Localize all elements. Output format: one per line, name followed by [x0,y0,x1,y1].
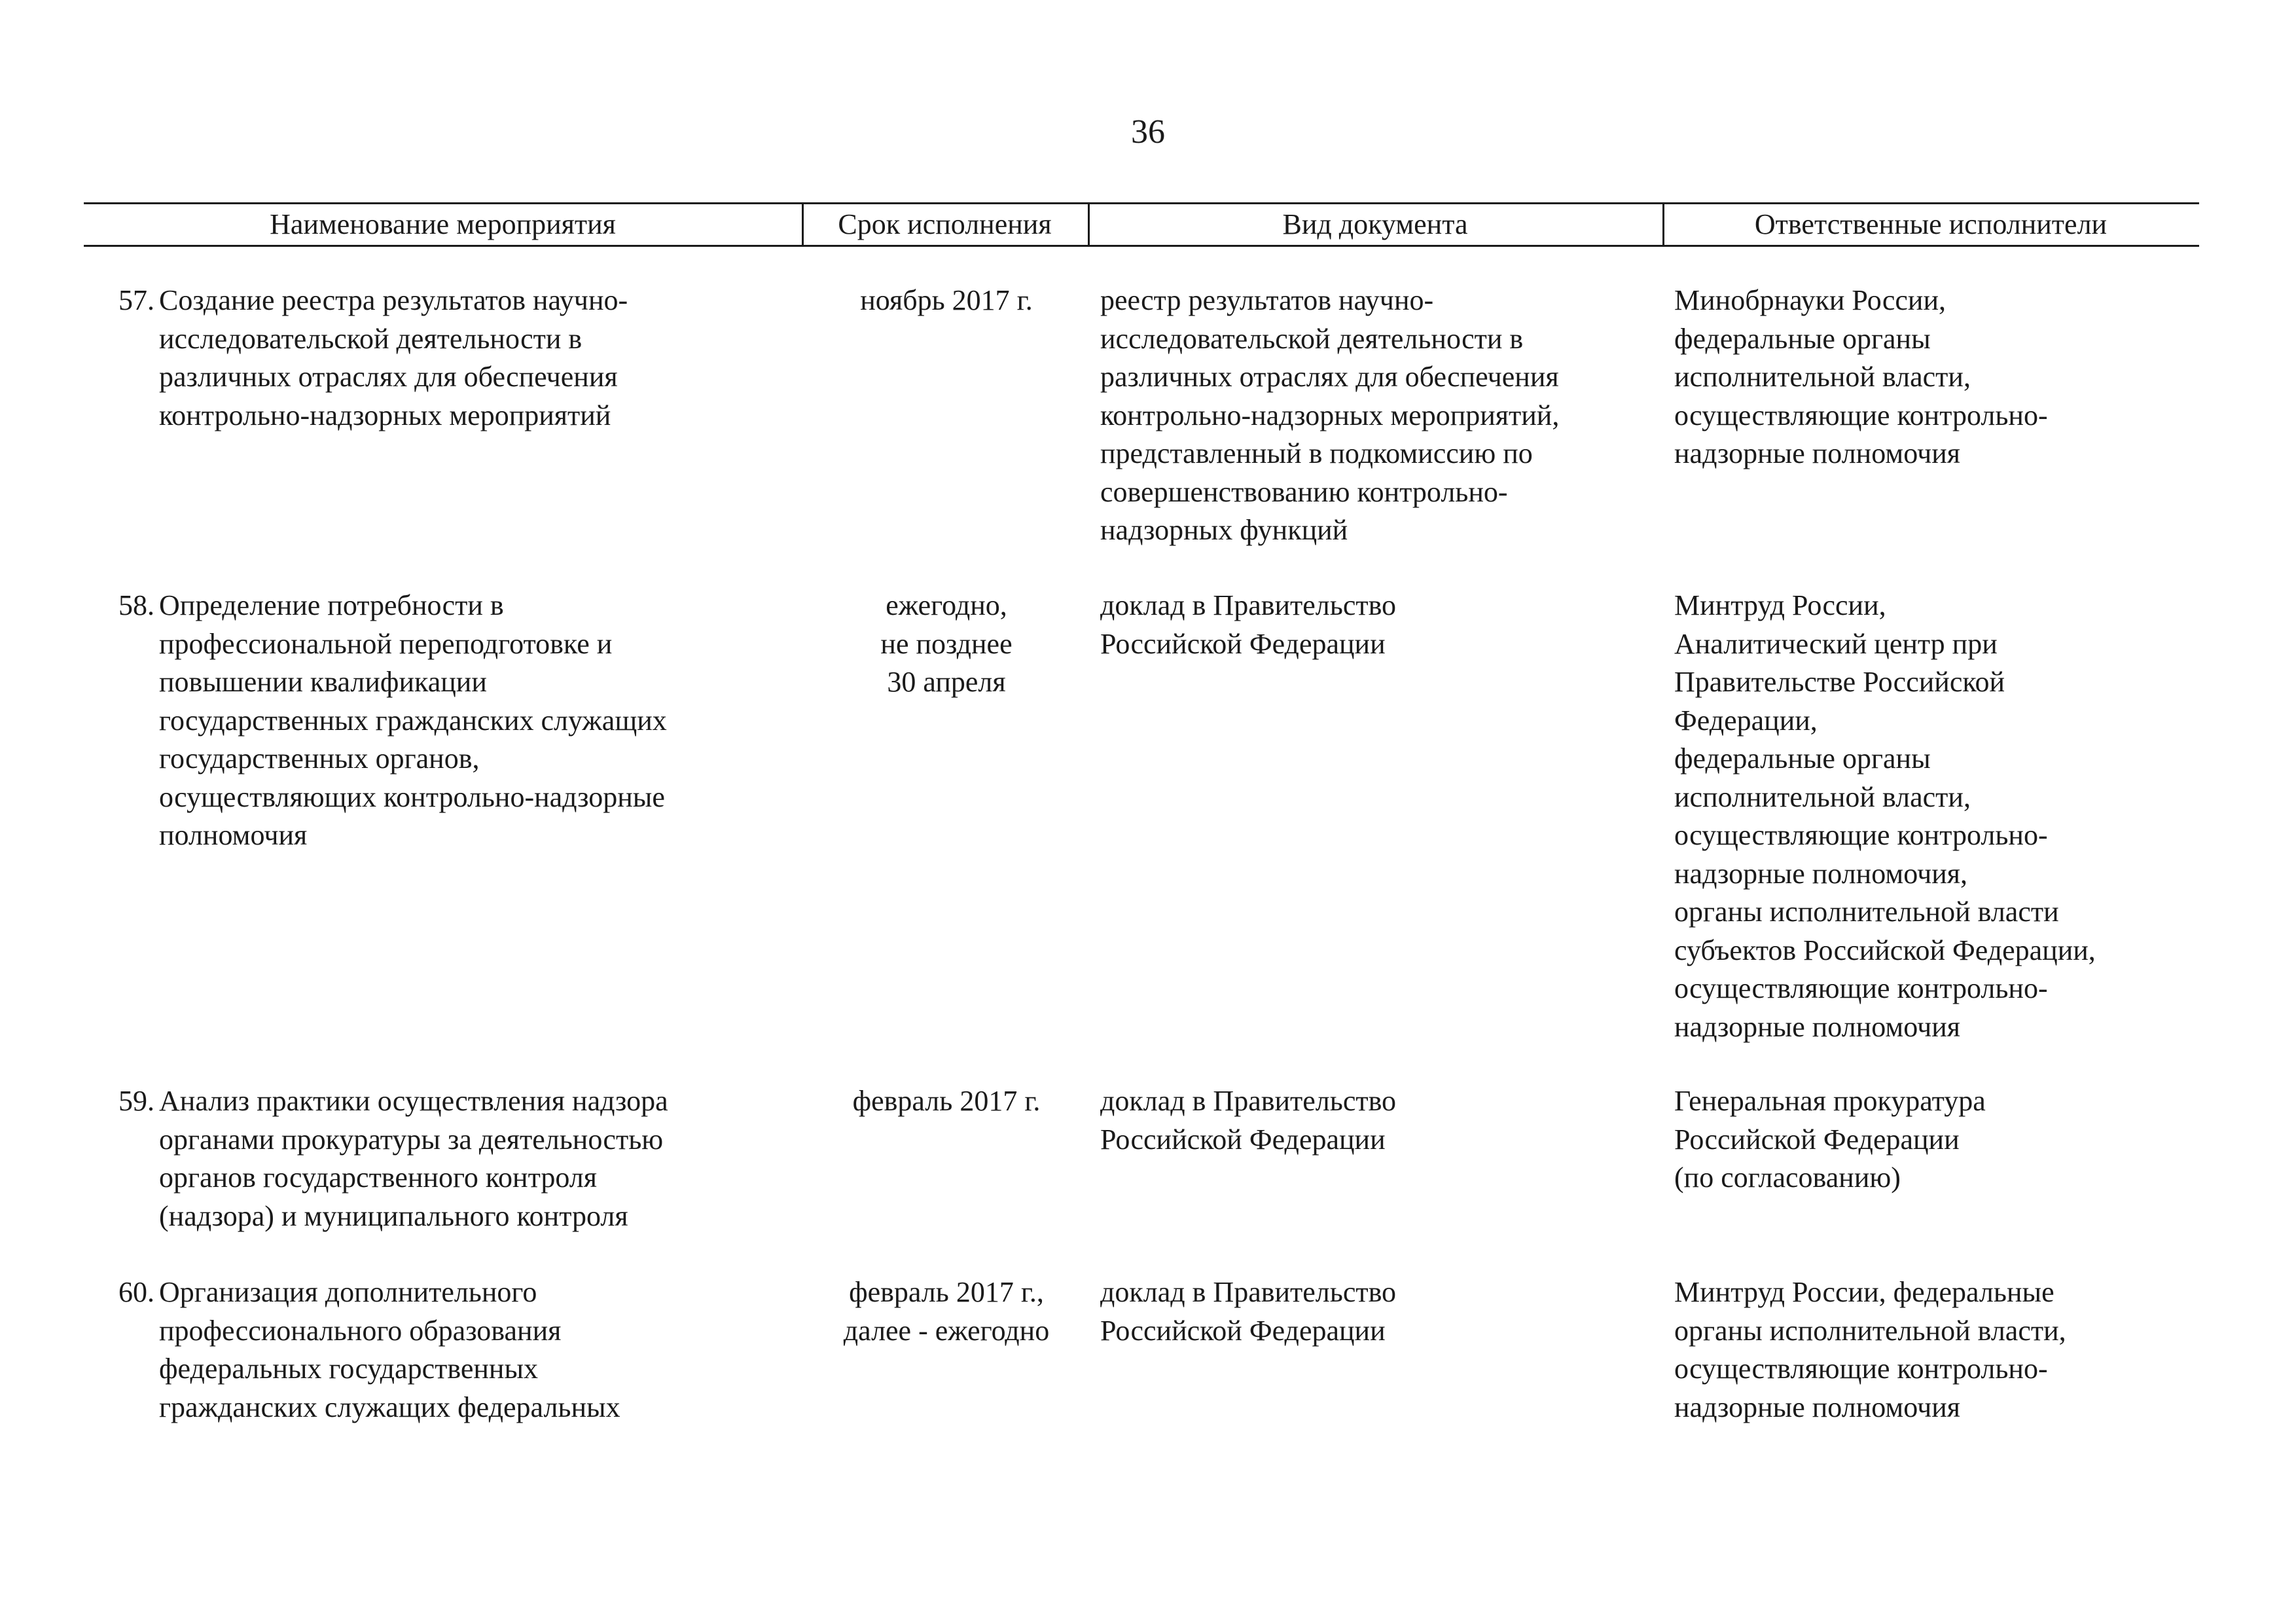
header-responsible: Ответственные исполнители [1754,208,2108,240]
page-number: 36 [1131,113,1165,151]
row-name: Определение потребности в профессиональной переподготовке и повышении квалификации государственных гражданских служащих государственных органов, осуществляющих контрольно-надзорные полномочия [159,589,667,851]
row-term: февраль 2017 г. [852,1085,1041,1117]
row-document: доклад в Правительство Российской Федерации [1100,1085,1397,1156]
header-divider [1662,204,1664,245]
header-name: Наименование мероприятия [270,208,616,240]
row-name: Создание реестра результатов научно- исследовательской деятельности в различных отраслях для обеспечения контрольно-надзорных мероприятий [159,284,628,431]
row-responsible: Генеральная прокуратура Российской Федерации (по согласованию) [1674,1085,1986,1194]
row-term: ноябрь 2017 г. [860,284,1033,316]
row-responsible: Минтруд России, федеральные органы исполнительной власти, осуществляющие контрольно- надзорные полномочия [1674,1276,2066,1423]
row-number: 57. [118,284,154,316]
row-number: 58. [118,589,154,621]
header-term: Срок исполнения [838,208,1052,240]
header-divider [802,204,804,245]
table-header [84,202,2199,247]
row-name: Анализ практики осуществления надзора органами прокуратуры за деятельностью органов государственного контроля (надзора) и муниципального контроля [159,1085,668,1232]
row-responsible: Минобрнауки России, федеральные органы исполнительной власти, осуществляющие контрольно- надзорные полномочия [1674,284,2048,469]
row-number: 59. [118,1085,154,1117]
row-term: ежегодно, не позднее 30 апреля [880,589,1013,698]
header-divider [1088,204,1090,245]
row-responsible: Минтруд России, Аналитический центр при Правительстве Российской Федерации, федеральные органы исполнительной власти, осуществляющие контрольно- надзорные полномочия, органы исполнительной власти субъектов Российской Федерации, осуществляющие контрольно- надзорные полномочия [1674,589,2096,1043]
row-term: февраль 2017 г., далее - ежегодно [843,1276,1050,1347]
row-document: доклад в Правительство Российской Федерации [1100,1276,1397,1347]
row-name: Организация дополнительного профессионального образования федеральных государственных гражданских служащих федеральных [159,1276,620,1423]
header-document: Вид документа [1282,208,1468,240]
row-document: доклад в Правительство Российской Федерации [1100,589,1397,660]
row-document: реестр результатов научно- исследовательской деятельности в различных отраслях для обеспечения контрольно-надзорных мероприятий, представленный в подкомиссию по совершенствованию контрольно- надзорных функций [1100,284,1560,546]
row-number: 60. [118,1276,154,1308]
